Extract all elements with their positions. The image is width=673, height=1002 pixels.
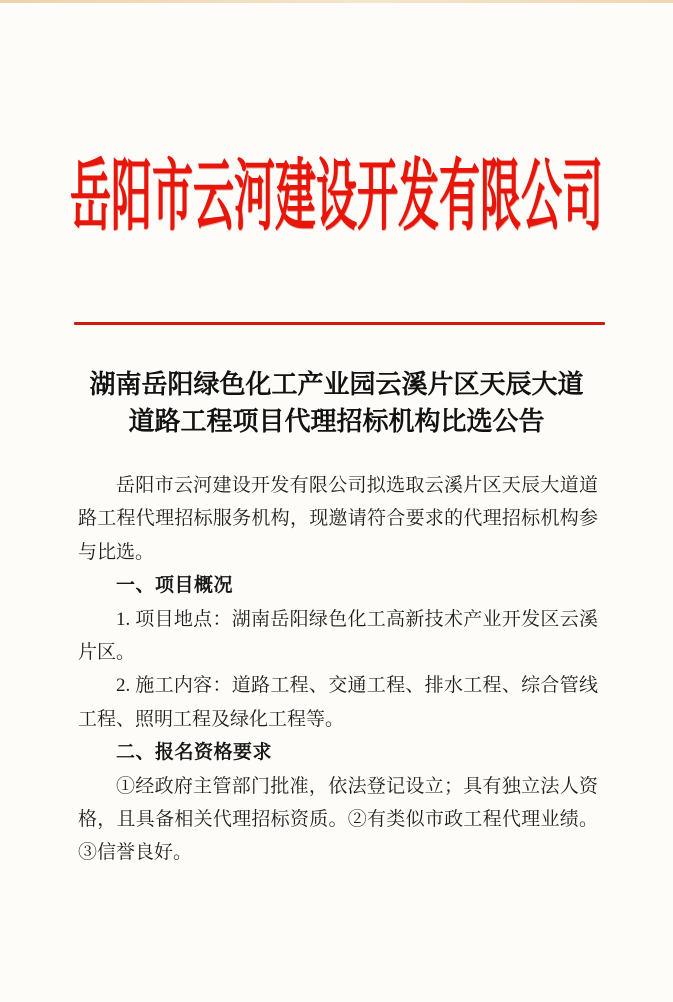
section2-heading: 二、报名资格要求	[116, 742, 273, 764]
section1-item-location: 1. 项目地点：湖南岳阳绿色化工高新技术产业开发区云溪片区。	[78, 608, 598, 664]
section1-item-scope: 2. 施工内容：道路工程、交通工程、排水工程、综合管线工程、照明工程及绿化工程等。	[78, 675, 598, 730]
intro-paragraph: 岳阳市云河建设开发有限公司拟选取云溪片区天辰大道道路工程代理招标服务机构，现邀请符合要求的代理招标机构参与比选。	[78, 475, 598, 563]
company-letterhead	[0, 152, 673, 240]
announcement-title	[0, 366, 673, 440]
scan-edge-artifact	[0, 0, 673, 3]
section2-requirements: ①经政府主管部门批准，依法登记设立；具有独立法人资格，且具备相关代理招标资质。②有类似市政工程代理业绩。③信誉良好。	[78, 775, 598, 864]
section1-heading: 一、项目概况	[116, 575, 234, 597]
announcement-title-line1: 湖南岳阳绿色化工产业园云溪片区天辰大道	[89, 370, 584, 399]
company-letterhead-text: 岳阳市云河建设开发有限公司	[70, 152, 603, 240]
letterhead-divider-line	[74, 322, 605, 325]
document-body	[78, 469, 598, 870]
announcement-title-line2: 道路工程项目代理招标机构比选公告	[128, 407, 545, 436]
